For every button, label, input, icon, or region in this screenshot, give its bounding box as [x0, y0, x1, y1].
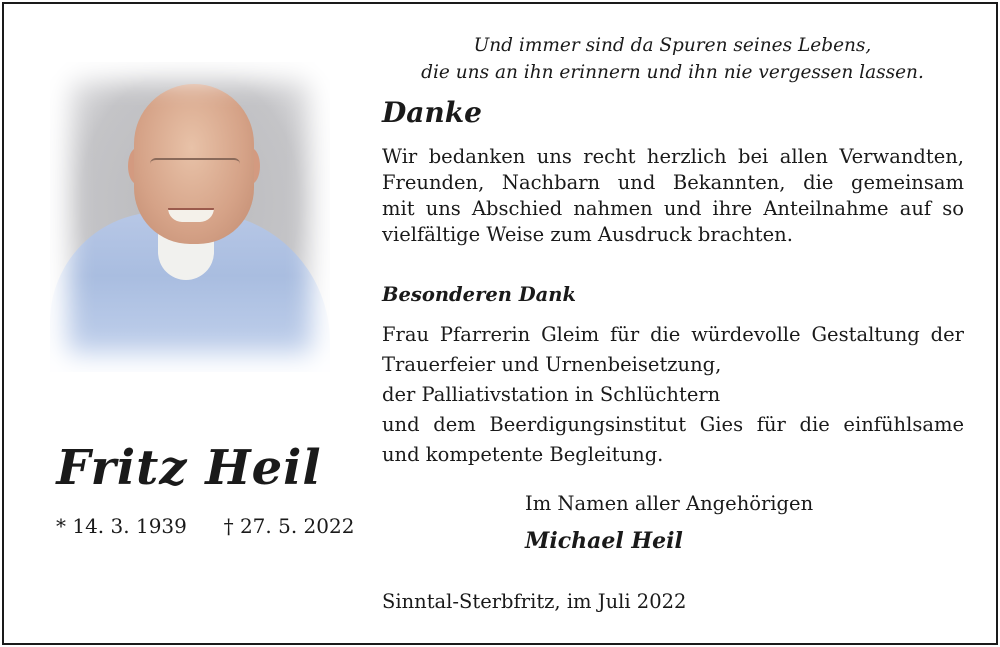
signer-name: Michael Heil [525, 528, 683, 554]
thanks-line: Freunden, Nachbarn und Bekannten, die gemeinsam [382, 171, 964, 194]
special-thanks-heading: Besonderen Dank [382, 283, 576, 306]
special-line: Frau Pfarrerin Gleim für die würdevolle Gestaltung der [382, 323, 964, 346]
special-thanks-paragraph [382, 322, 964, 472]
thanks-line: vielfältige Weise zum Ausdruck brachten. [382, 223, 793, 246]
on-behalf-text: Im Namen aller Angehörigen [525, 492, 814, 515]
special-line: der Palliativstation in Schlüchtern [382, 383, 721, 406]
birth-date: 14. 3. 1939 [72, 514, 187, 538]
portrait-vignette [50, 62, 330, 372]
quote-line: die uns an ihn erinnern und ihn nie vergessen lassen. [421, 62, 924, 83]
thanks-heading: Danke [382, 96, 482, 129]
life-dates [56, 514, 354, 538]
portrait-photo [50, 62, 330, 372]
memorial-quote [380, 32, 965, 86]
special-line: und kompetente Begleitung. [382, 443, 664, 466]
deceased-name: Fritz Heil [56, 440, 322, 496]
death-symbol: † [223, 514, 234, 538]
birth-symbol: * [56, 514, 66, 538]
place-date: Sinntal-Sterbfritz, im Juli 2022 [382, 590, 687, 613]
special-line: und dem Beerdigungsinstitut Gies für die einfühlsame [382, 413, 964, 436]
thanks-line: Wir bedanken uns recht herzlich bei allen Verwandten, [382, 145, 964, 168]
thanks-paragraph [382, 144, 964, 248]
special-line: Trauerfeier und Urnenbeisetzung, [382, 353, 722, 376]
thanks-line: mit uns Abschied nahmen und ihre Anteilnahme auf so [382, 197, 964, 220]
quote-line: Und immer sind da Spuren seines Lebens, [473, 35, 872, 56]
death-date: 27. 5. 2022 [239, 514, 355, 538]
